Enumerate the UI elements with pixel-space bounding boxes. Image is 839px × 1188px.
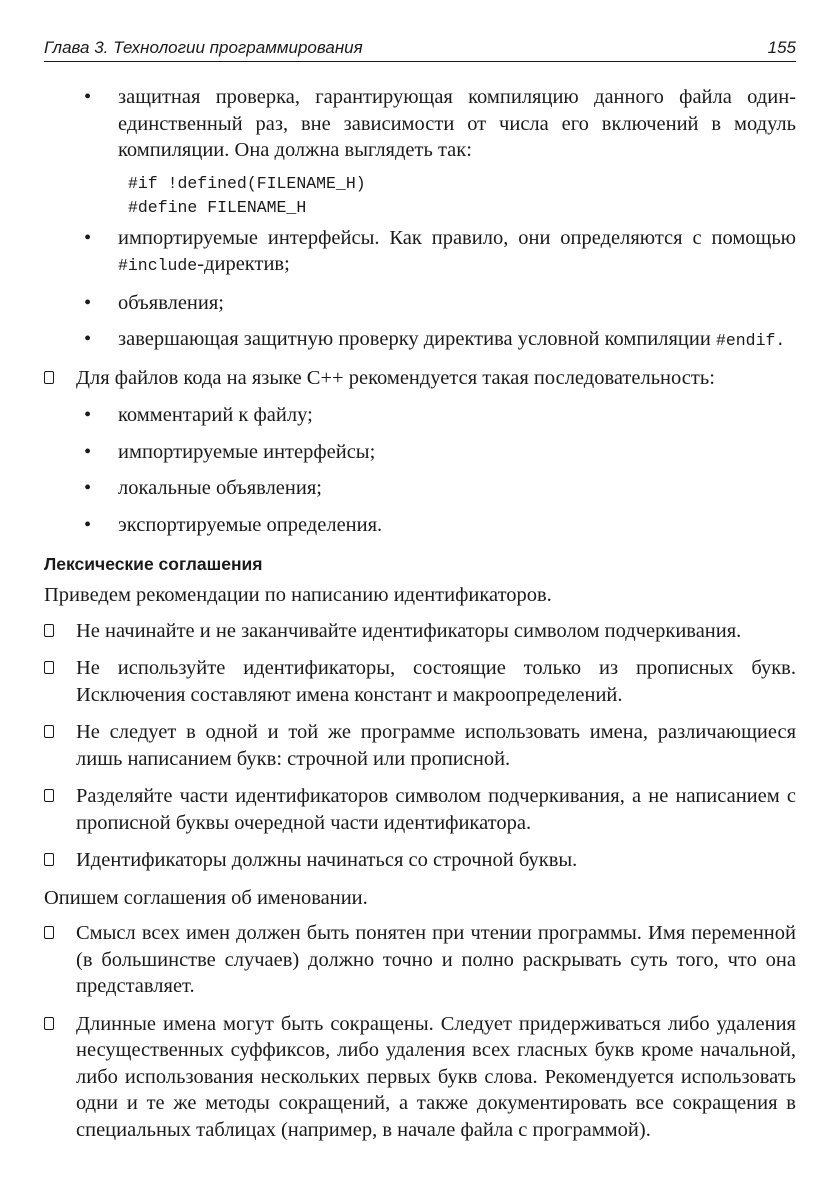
bullet-text: -директив; <box>197 253 290 275</box>
checkbox-item <box>44 719 796 772</box>
checkbox-bullet-icon <box>44 371 54 384</box>
code-line: #define FILENAME_H <box>128 197 307 217</box>
bullet-icon: • <box>84 513 92 536</box>
page-header <box>44 37 796 62</box>
checkbox-item <box>44 1011 796 1144</box>
section-heading: Лексические соглашения <box>44 554 263 574</box>
bullet-icon: • <box>84 86 92 108</box>
bullet-item <box>44 439 796 466</box>
checkbox-bullet-icon <box>44 926 54 939</box>
bullet-text: экспортируемые определения. <box>118 513 383 536</box>
bullet-item <box>44 326 796 355</box>
bullet-item <box>44 290 796 317</box>
item-text: Не следует в одной и той же программе использовать имена, различающиеся лишь написанием букв: строчной или прописной. <box>76 721 796 770</box>
checkbox-item <box>44 365 796 392</box>
bullet-item <box>44 512 796 539</box>
bullet-icon: • <box>84 440 92 463</box>
inline-code: #include <box>118 256 198 275</box>
paragraph: Опишем соглашения об именовании. <box>44 886 368 909</box>
checkbox-bullet-icon <box>44 661 54 674</box>
checkbox-bullet-icon <box>44 725 54 738</box>
page-body <box>44 84 796 1154</box>
bullet-item <box>44 402 796 429</box>
bullet-icon: • <box>84 226 92 249</box>
checkbox-item <box>44 618 796 645</box>
bullet-text: объявления; <box>118 291 225 314</box>
checkbox-item <box>44 783 796 836</box>
page-number: 155 <box>767 38 796 57</box>
item-text: Для файлов кода на языке С++ рекомендуется такая последовательность: <box>76 366 715 389</box>
checkbox-bullet-icon <box>44 1017 54 1030</box>
checkbox-bullet-icon <box>44 624 54 637</box>
bullet-icon: • <box>84 291 92 314</box>
chapter-title: Глава 3. Технологии программирования <box>44 38 363 57</box>
checkbox-bullet-icon <box>44 853 54 866</box>
bullet-icon: • <box>84 477 92 499</box>
bullet-icon: • <box>84 404 92 426</box>
checkbox-item <box>44 920 796 1000</box>
item-text: Идентификаторы должны начинаться со строчной буквы. <box>76 849 578 871</box>
bullet-text: локальные объявления; <box>118 477 322 499</box>
bullet-item <box>44 84 796 164</box>
paragraph: Приведем рекомендации по написанию идентификаторов. <box>44 584 552 606</box>
bullet-text: завершающая защитную проверку директива условной компиляции <box>118 328 711 350</box>
bullet-text: комментарий к файлу; <box>118 404 313 426</box>
code-line: #if !defined(FILENAME_H) <box>128 173 366 193</box>
bullet-item <box>44 475 796 502</box>
bullet-text: защитная проверка, гарантирующая компиляцию данного файла один-единственный раз, вне зависимости от числа его включений в модуль компиляции. Она должна выглядеть так: <box>118 86 796 161</box>
item-text: Не используйте идентификаторы, состоящие только из прописных букв. Исключения составляют имена констант и макроопределений. <box>76 657 796 706</box>
checkbox-bullet-icon <box>44 789 54 802</box>
checkbox-item <box>44 655 796 708</box>
bullet-text: импортируемые интерфейсы; <box>118 440 376 463</box>
bullet-item <box>44 225 796 280</box>
bullet-icon: • <box>84 328 92 350</box>
inline-code: #endif. <box>715 331 786 350</box>
item-text: Длинные имена могут быть сокращены. Следует придерживаться либо удаления несущественных суффиксов, либо удаления всех гласных букв кроме начальной, либо использования нескольких первых букв слова. Рекомендуется использовать одни и те же методы сокращений, а также документировать все сокращения в специальных таблицах (например, в начале файла с программой). <box>76 1012 796 1141</box>
item-text: Смысл всех имен должен быть понятен при чтении программы. Имя переменной (в большинстве случаев) должно точно и полно раскрывать суть того, что она представляет. <box>76 922 796 997</box>
item-text: Не начинайте и не заканчивайте идентификаторы символом подчеркивания. <box>76 619 742 642</box>
item-text: Разделяйте части идентификаторов символом подчеркивания, а не написанием с прописной буквы очередной части идентификатора. <box>76 785 796 834</box>
bullet-text: импортируемые интерфейсы. Как правило, они определяются с помощью <box>118 226 796 249</box>
checkbox-item <box>44 847 796 874</box>
